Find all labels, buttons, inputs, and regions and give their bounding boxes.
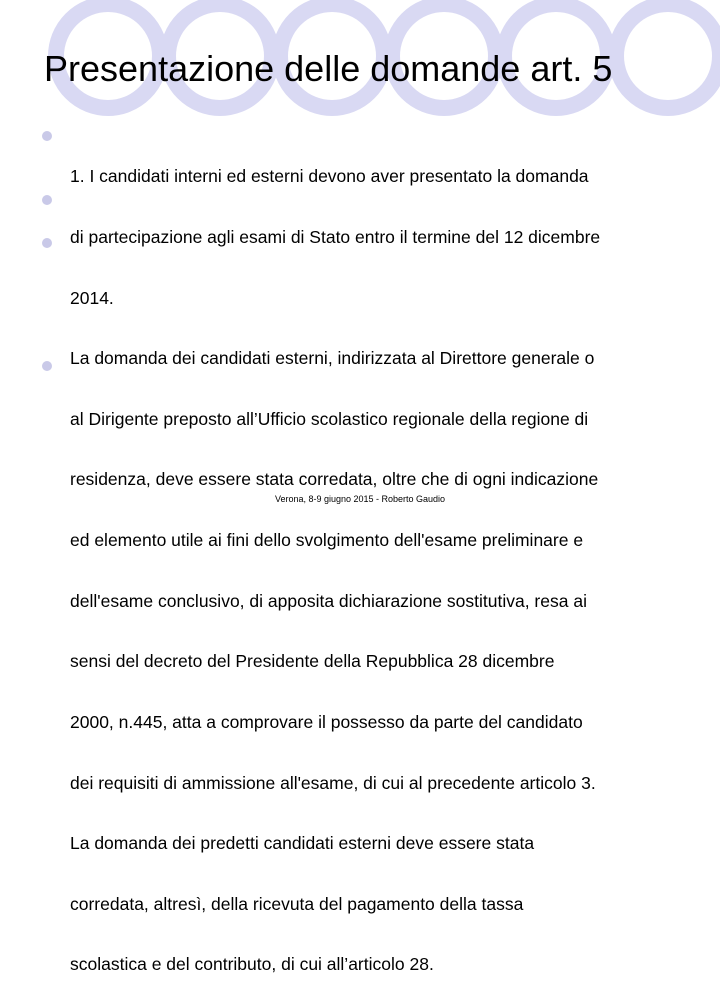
- body-line: La domanda dei predetti candidati esterni deve essere stata: [70, 833, 535, 854]
- body-line: 2014.: [70, 287, 114, 308]
- body-line: al Dirigente preposto all’Ufficio scolastico regionale della regione di: [70, 408, 589, 429]
- bullet-icon: [42, 195, 52, 205]
- bullet-icon: [42, 361, 52, 371]
- body-line: dei requisiti di ammissione all'esame, di cui al precedente articolo 3.: [70, 772, 596, 793]
- body-line: sensi del decreto del Presidente della Repubblica 28 dicembre: [70, 651, 555, 672]
- bullet-icon: [42, 131, 52, 141]
- body-line: dell'esame conclusivo, di apposita dichiarazione sostitutiva, resa ai: [70, 590, 587, 611]
- body-line: residenza, deve essere stata corredata, oltre che di ogni indicazione: [70, 469, 599, 490]
- slide-footer: Verona, 8-9 giugno 2015 - Roberto Gaudio: [274, 494, 446, 504]
- body-line: La domanda dei candidati esterni, indirizzata al Direttore generale o: [70, 348, 595, 369]
- body-line: di partecipazione agli esami di Stato entro il termine del 12 dicembre: [70, 227, 601, 248]
- body-line: 1. I candidati interni ed esterni devono aver presentato la domanda: [70, 166, 589, 187]
- body-line: ed elemento utile ai fini dello svolgimento dell'esame preliminare e: [70, 530, 584, 551]
- slide-title: Presentazione delle domande art. 5: [44, 48, 613, 89]
- body-line: corredata, altresì, della ricevuta del pagamento della tassa: [70, 893, 524, 914]
- decorative-circle: [616, 4, 720, 108]
- body-line: scolastica e del contributo, di cui all’articolo 28.: [70, 954, 434, 975]
- slide-body: [70, 126, 680, 995]
- body-line: 2000, n.445, atta a comprovare il possesso da parte del candidato: [70, 711, 583, 732]
- bullet-icon: [42, 238, 52, 248]
